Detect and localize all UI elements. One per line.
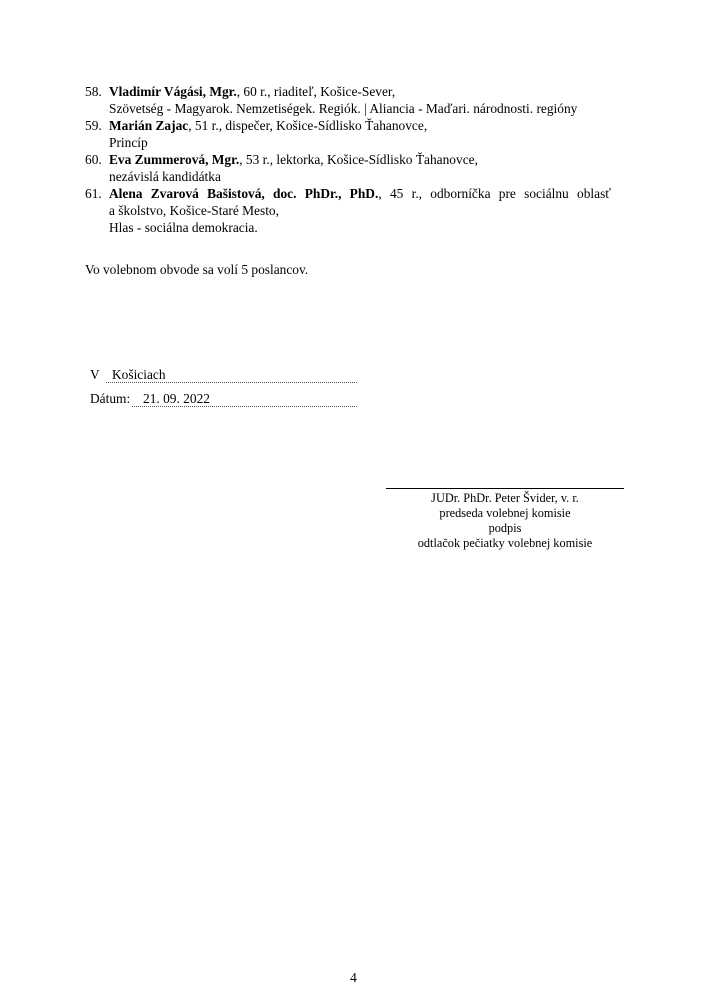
candidate-name: Alena Zvarová Bašistová, doc. PhDr., PhD. <box>109 186 379 201</box>
stamp-label: odtlačok pečiatky volebnej komisie <box>417 536 593 550</box>
signatory-role: predseda volebnej komisie <box>439 506 571 520</box>
candidate-details: , 51 r., dispečer, Košice-Sídlisko Ťahanovce, <box>188 118 428 133</box>
signatory-name: JUDr. PhDr. Peter Švider, v. r. <box>431 491 579 505</box>
page-number: 4 <box>350 970 357 985</box>
candidate-details: , 53 r., lektorka, Košice-Sídlisko Ťahanovce, <box>239 152 478 167</box>
candidate-number: 60. <box>85 152 102 167</box>
candidate-details: , 45 r., odborníčka pre sociálnu oblasť <box>378 186 612 201</box>
candidate-number: 61. <box>85 186 102 201</box>
candidate-party: Szövetség - Magyarok. Nemzetiségek. Regiók. | Aliancia - Maďari. národnosti. regióny <box>109 101 578 116</box>
place-field <box>106 366 357 383</box>
seats-sentence: Vo volebnom obvode sa volí 5 poslancov. <box>85 262 309 277</box>
date-value: 21. 09. 2022 <box>143 391 210 406</box>
candidate-name: Marián Zajac <box>109 118 189 133</box>
candidate-number: 58. <box>85 84 102 99</box>
candidate-name: Eva Zummerová, Mgr. <box>109 152 240 167</box>
place-value: Košiciach <box>112 367 166 382</box>
candidate-party: Princíp <box>109 135 148 150</box>
candidate-details-cont: a školstvo, Košice-Staré Mesto, <box>109 203 279 218</box>
candidate-name: Vladimír Vágási, Mgr. <box>109 84 237 99</box>
candidate-party: nezávislá kandidátka <box>109 169 221 184</box>
signature-line <box>386 488 624 489</box>
candidate-number: 59. <box>85 118 102 133</box>
date-field <box>132 390 357 407</box>
date-label: Dátum: <box>90 391 131 406</box>
candidate-party: Hlas - sociálna demokracia. <box>109 220 258 235</box>
place-label: V <box>90 367 100 382</box>
candidate-details: , 60 r., riaditeľ, Košice-Sever, <box>236 84 396 99</box>
signature-label: podpis <box>488 521 522 535</box>
